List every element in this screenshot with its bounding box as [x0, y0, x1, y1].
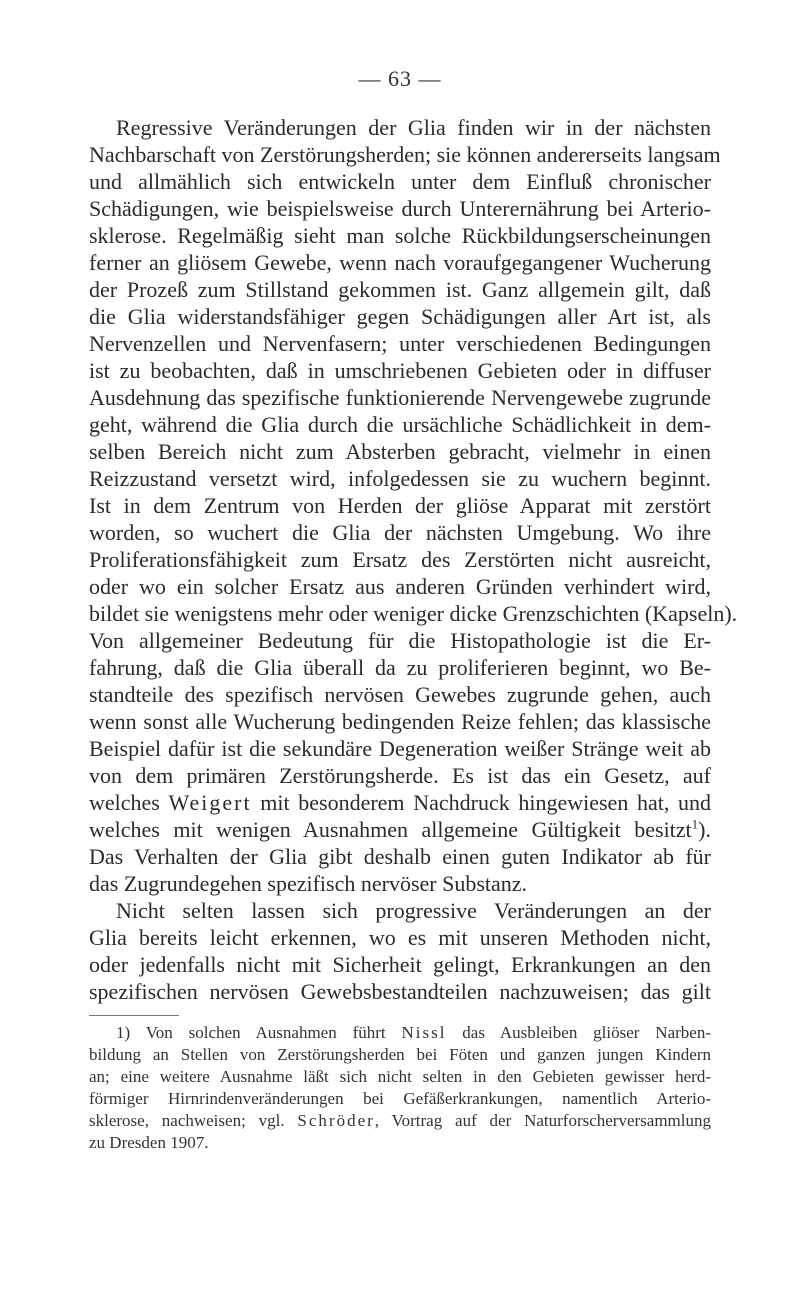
- text-line: Ist in dem Zentrum von Herden der gliöse Apparat mit zerstört: [89, 493, 711, 518]
- footnote: [89, 1022, 711, 1154]
- text-fragment: Von solchen Ausnahmen führt: [130, 1023, 402, 1042]
- text-line: bildet sie wenigstens mehr oder weniger dicke Grenzschichten (Kapseln).: [89, 601, 738, 626]
- text-line: Reizzustand versetzt wird, infolgedessen sie zu wuchern beginnt.: [89, 466, 711, 491]
- page-number: — 63 —: [358, 66, 442, 91]
- text-fragment: mit besonderem Nachdruck hingewiesen hat, und: [251, 790, 712, 815]
- text-fragment: welches: [89, 790, 169, 815]
- text-fragment: , Vortrag auf der Naturforscherversammlung: [374, 1111, 712, 1130]
- text-line: und allmählich sich entwickeln unter dem Einfluß chronischer: [89, 169, 711, 194]
- text-line: worden, so wuchert die Glia der nächsten Umgebung. Wo ihre: [89, 520, 711, 545]
- text-line: Beispiel dafür ist die sekundäre Degeneration weißer Stränge weit ab: [89, 736, 711, 761]
- paragraph-2: [89, 897, 711, 1005]
- text-line: Ausdehnung das spezifische funktionierende Nervengewebe zugrunde: [89, 385, 711, 410]
- text-line: ist zu beobachten, daß in umschriebenen Gebieten oder in diffuser: [89, 358, 711, 383]
- footnote-line: [89, 1022, 711, 1044]
- footnote-reference: 1: [691, 816, 699, 832]
- text-line: Glia bereits leicht erkennen, wo es mit unseren Methoden nicht,: [89, 925, 711, 950]
- text-line: von dem primären Zerstörungsherde. Es ist das ein Gesetz, auf: [89, 763, 711, 788]
- footnote-divider: [89, 1015, 179, 1016]
- text-line: der Prozeß zum Stillstand gekommen ist. Ganz allgemein gilt, daß: [89, 277, 711, 302]
- footnote-line: zu Dresden 1907.: [89, 1133, 209, 1152]
- text-line: Nervenzellen und Nervenfasern; unter verschiedenen Bedingungen: [89, 331, 711, 356]
- footnote-line: an; eine weitere Ausnahme läßt sich nicht selten in den Gebieten gewisser herd-: [89, 1067, 711, 1086]
- text-line: Regressive Veränderungen der Glia finden wir in der nächsten: [116, 115, 711, 140]
- author-name-nissl: Nissl: [401, 1023, 447, 1042]
- text-line: das Zugrundegehen spezifisch nervöser Substanz.: [89, 871, 528, 896]
- text-line: Proliferationsfähigkeit zum Ersatz des Zerstörten nicht ausreicht,: [89, 547, 711, 572]
- text-line: ferner an gliösem Gewebe, wenn nach voraufgegangener Wucherung: [89, 250, 711, 275]
- text-line: wenn sonst alle Wucherung bedingenden Reize fehlen; das klassische: [89, 709, 711, 734]
- text-fragment: ).: [698, 817, 711, 842]
- footnote-line: bildung an Stellen von Zerstörungsherden bei Föten und ganzen jungen Kindern: [89, 1045, 711, 1064]
- footnote-line: förmiger Hirnrindenveränderungen bei Gefäßerkrankungen, namentlich Arterio-: [89, 1089, 711, 1108]
- text-line: oder wo ein solcher Ersatz aus anderen Gründen verhindert wird,: [89, 574, 711, 599]
- text-line: Das Verhalten der Glia gibt deshalb einen guten Indikator ab für: [89, 844, 711, 869]
- text-line: [89, 789, 711, 816]
- text-line: [89, 816, 711, 843]
- text-line: Nachbarschaft von Zerstörungsherden; sie können andererseits langsam: [89, 142, 721, 167]
- main-text: [89, 114, 738, 1005]
- text-line: spezifischen nervösen Gewebsbestandteilen nachzuweisen; das gilt: [89, 979, 711, 1004]
- text-line: standteile des spezifisch nervösen Gewebes zugrunde gehen, auch: [89, 682, 711, 707]
- text-fragment: welches mit wenigen Ausnahmen allgemeine Gültigkeit besitzt: [89, 817, 692, 842]
- paragraph-1: [89, 114, 738, 897]
- text-line: Von allgemeiner Bedeutung für die Histopathologie ist die Er-: [89, 628, 711, 653]
- text-line: geht, während die Glia durch die ursächliche Schädlichkeit in dem-: [89, 412, 711, 437]
- text-line: fahrung, daß die Glia überall da zu proliferieren beginnt, wo Be-: [89, 655, 711, 680]
- author-name-weigert: Weigert: [168, 790, 252, 815]
- author-name-schroeder: Schröder: [297, 1111, 375, 1130]
- text-fragment: sklerose, nachweisen; vgl.: [89, 1111, 298, 1130]
- text-line: Nicht selten lassen sich progressive Veränderungen an der: [116, 898, 711, 923]
- footnote-line: [89, 1110, 711, 1132]
- text-line: die Glia widerstandsfähiger gegen Schädigungen aller Art ist, als: [89, 304, 711, 329]
- text-line: sklerose. Regelmäßig sieht man solche Rückbildungserscheinungen: [89, 223, 711, 248]
- text-fragment: das Ausbleiben gliöser Narben-: [446, 1023, 711, 1042]
- footnote-marker: 1): [116, 1023, 131, 1042]
- text-line: selben Bereich nicht zum Absterben gebracht, vielmehr in einen: [89, 439, 711, 464]
- text-line: oder jedenfalls nicht mit Sicherheit gelingt, Erkrankungen an den: [89, 952, 711, 977]
- text-line: Schädigungen, wie beispielsweise durch Unterernährung bei Arterio-: [89, 196, 711, 221]
